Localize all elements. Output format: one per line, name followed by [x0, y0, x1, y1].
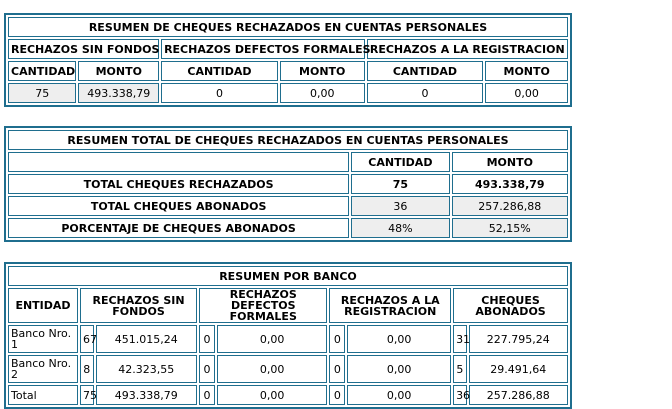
resumen-cheques-rechazados-table: [4, 13, 572, 107]
cell-sin-fondos-cantidad: 75: [80, 385, 94, 405]
cell-abonados-cantidad: 31: [453, 325, 467, 353]
cell-registracion-cantidad: 0: [329, 325, 345, 353]
table-title: RESUMEN TOTAL DE CHEQUES RECHAZADOS EN CUENTAS PERSONALES: [8, 130, 568, 150]
cell-entidad: Banco Nro. 1: [8, 325, 78, 353]
column-header-monto: MONTO: [452, 152, 568, 172]
column-header-cantidad: CANTIDAD: [161, 61, 278, 81]
column-header-defectos-formales: RECHAZOS DEFECTOS FORMALES: [199, 288, 327, 323]
resumen-por-banco-table: [4, 262, 572, 409]
column-header-entidad: ENTIDAD: [8, 288, 78, 323]
table-row: [8, 196, 568, 216]
row-label: TOTAL CHEQUES RECHAZADOS: [8, 174, 349, 194]
table-row: [8, 83, 568, 103]
group-header-defectos-formales: RECHAZOS DEFECTOS FORMALES: [161, 39, 364, 59]
cell-monto: 52,15%: [452, 218, 568, 238]
table-row: [8, 355, 568, 383]
cell-sin-fondos-monto: 493.338,79: [96, 385, 198, 405]
cell-entidad: Banco Nro. 2: [8, 355, 78, 383]
table-title: RESUMEN DE CHEQUES RECHAZADOS EN CUENTAS PERSONALES: [8, 17, 568, 37]
column-header-registracion: RECHAZOS A LA REGISTRACION: [329, 288, 451, 323]
cell-registracion-cantidad: 0: [329, 355, 345, 383]
table-row: [8, 174, 568, 194]
cell-monto: 493.338,79: [452, 174, 568, 194]
group-header-registracion: RECHAZOS A LA REGISTRACION: [367, 39, 568, 59]
cell-abonados-cantidad: 5: [453, 355, 467, 383]
cell-defectos-cantidad: 0: [199, 325, 215, 353]
cell-sin-fondos-cantidad: 8: [80, 355, 94, 383]
column-header-monto: MONTO: [78, 61, 159, 81]
cell-defectos-monto: 0,00: [217, 325, 328, 353]
cell-defectos-cantidad: 0: [199, 355, 215, 383]
cell-monto: 0,00: [280, 83, 365, 103]
cell-cantidad: 75: [8, 83, 76, 103]
cell-cantidad: 36: [351, 196, 449, 216]
cell-cantidad: 75: [351, 174, 449, 194]
cell-defectos-monto: 0,00: [217, 355, 328, 383]
cell-abonados-monto: 257.286,88: [469, 385, 568, 405]
column-header-monto: MONTO: [280, 61, 365, 81]
cell-defectos-cantidad: 0: [199, 385, 215, 405]
cell-cantidad: 48%: [351, 218, 449, 238]
cell-registracion-monto: 0,00: [347, 325, 451, 353]
cell-monto: 0,00: [485, 83, 568, 103]
cell-abonados-monto: 29.491,64: [469, 355, 568, 383]
cell-sin-fondos-monto: 42.323,55: [96, 355, 198, 383]
cell-sin-fondos-cantidad: 67: [80, 325, 94, 353]
cell-monto: 257.286,88: [452, 196, 568, 216]
table-title: RESUMEN POR BANCO: [8, 266, 568, 286]
cell-registracion-monto: 0,00: [347, 355, 451, 383]
column-header-cantidad: CANTIDAD: [367, 61, 484, 81]
cell-entidad: Total: [8, 385, 78, 405]
column-header-abonados: CHEQUES ABONADOS: [453, 288, 568, 323]
cell-defectos-monto: 0,00: [217, 385, 328, 405]
cell-monto: 493.338,79: [78, 83, 159, 103]
table-row: [8, 325, 568, 353]
column-header-cantidad: CANTIDAD: [8, 61, 76, 81]
column-header-cantidad: CANTIDAD: [351, 152, 449, 172]
column-header-monto: MONTO: [485, 61, 568, 81]
resumen-total-table: [4, 126, 572, 242]
cell-cantidad: 0: [367, 83, 484, 103]
cell-registracion-monto: 0,00: [347, 385, 451, 405]
row-label: PORCENTAJE DE CHEQUES ABONADOS: [8, 218, 349, 238]
column-header-sin-fondos: RECHAZOS SIN FONDOS: [80, 288, 197, 323]
cell-cantidad: 0: [161, 83, 278, 103]
cell-abonados-cantidad: 36: [453, 385, 467, 405]
row-label: TOTAL CHEQUES ABONADOS: [8, 196, 349, 216]
cell-registracion-cantidad: 0: [329, 385, 345, 405]
cell-sin-fondos-monto: 451.015,24: [96, 325, 198, 353]
table-row: [8, 218, 568, 238]
cell-abonados-monto: 227.795,24: [469, 325, 568, 353]
table-row: [8, 385, 568, 405]
group-header-sin-fondos: RECHAZOS SIN FONDOS: [8, 39, 159, 59]
header-empty-cell: [8, 152, 349, 172]
